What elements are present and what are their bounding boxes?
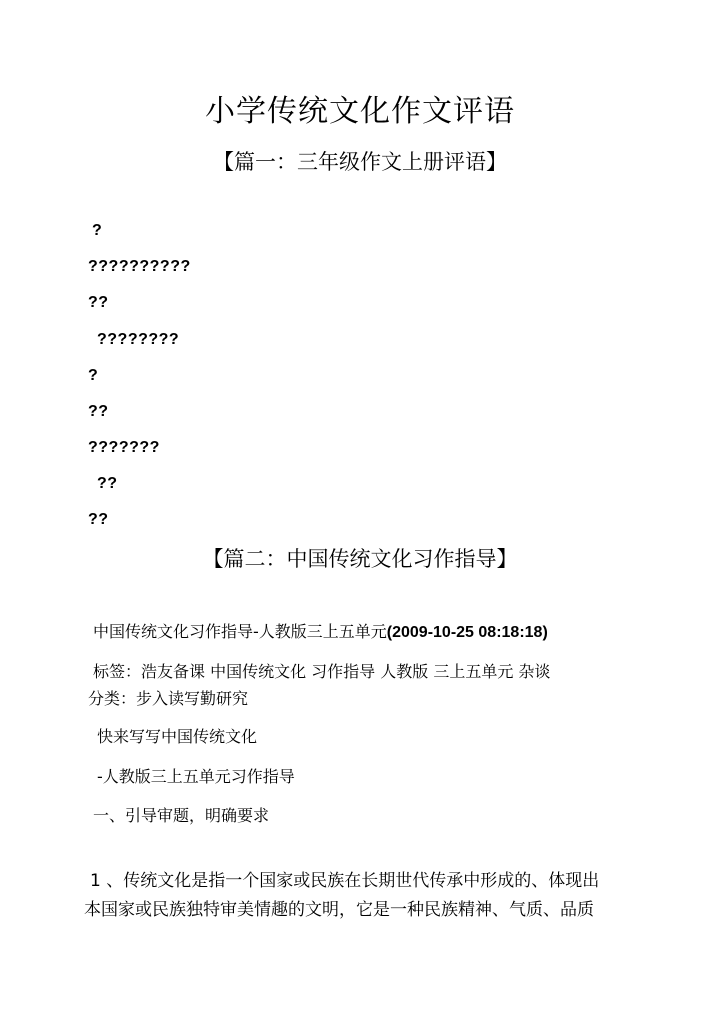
placeholder-line: ?? <box>88 403 109 420</box>
article-subtitle-2: -人教版三上五单元习作指导 <box>97 767 295 786</box>
article-title <box>93 619 548 642</box>
article-datetime: (2009-10-25 08:18:18) <box>386 624 548 641</box>
placeholder-line: ???????? <box>97 331 180 348</box>
article-title-text: 中国传统文化习作指导-人教版三上五单元 <box>93 622 387 641</box>
section-heading: 一、引导审题，明确要求 <box>93 806 270 825</box>
paragraph-line: 本国家或民族独特审美情趣的文明，它是一种民族精神、气质、品质 <box>84 900 594 920</box>
tags-line: 标签：浩友备课 中国传统文化 习作指导 人教版 三上五单元 杂谈 <box>93 662 551 681</box>
placeholder-line: ??????? <box>88 439 160 456</box>
article-subtitle: 快来写写中国传统文化 <box>97 727 258 746</box>
paragraph-line: 1 、传统文化是指一个国家或民族在长期世代传承中形成的、体现出 <box>90 871 600 891</box>
document-title: 小学传统文化作文评语 <box>205 94 515 129</box>
placeholder-line: ? <box>92 222 103 239</box>
placeholder-line: ?????????? <box>88 258 191 275</box>
placeholder-line: ?? <box>97 475 118 492</box>
placeholder-line: ?? <box>88 511 109 528</box>
category-line: 分类：步入读写勤研究 <box>88 689 249 708</box>
placeholder-line: ? <box>88 367 99 384</box>
section1-heading: 【篇一：三年级作文上册评语】 <box>213 150 507 174</box>
section2-heading: 【篇二：中国传统文化习作指导】 <box>202 547 518 571</box>
placeholder-line: ?? <box>88 294 109 311</box>
